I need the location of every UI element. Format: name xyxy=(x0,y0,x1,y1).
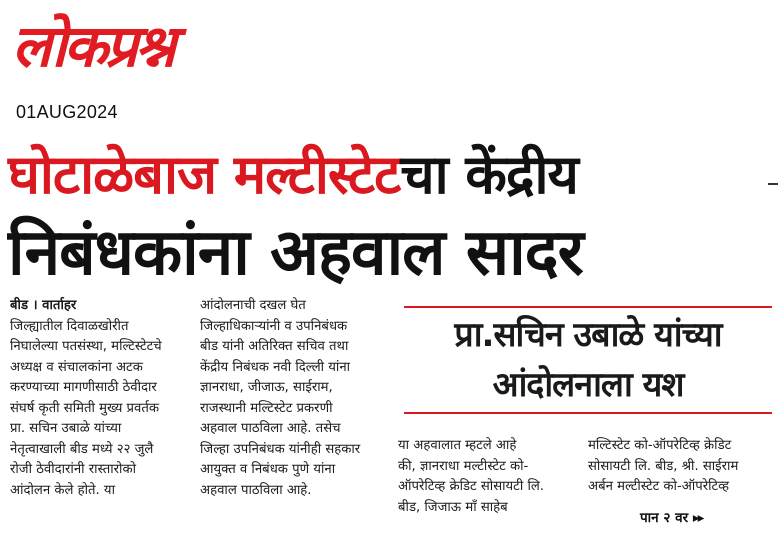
text-line: अध्यक्ष व संचालकांना अटक xyxy=(10,359,143,375)
text-line: ज्ञानराधा, जीजाऊ, साईराम, xyxy=(200,380,333,395)
text-line: या अहवालात म्हटले आहे xyxy=(398,438,517,453)
double-arrow-icon: ▸▸ xyxy=(692,510,703,526)
text-line: मल्टिस्टेट को-ऑपरेटिव्ह क्रेडिट xyxy=(588,438,732,453)
newspaper-masthead-logo: लोकप्रश्न xyxy=(12,12,173,80)
text-line: बीड, जिजाऊ माँ साहेब xyxy=(398,499,508,515)
article-byline: बीड । वार्ताहर xyxy=(10,298,77,313)
column-tick-mark xyxy=(768,183,778,185)
text-line: जिल्हाधिकाऱ्यांनी व उपनिबंधक xyxy=(200,318,348,334)
subheadline-bottom-rule xyxy=(404,412,772,414)
text-line: अहवाल पाठविला आहे. xyxy=(200,482,312,498)
subheadline-line-2: आंदोलनाला यश xyxy=(492,365,684,405)
headline-black-part: चा केंद्रीय xyxy=(400,143,578,206)
text-line: रोजी ठेवीदारांनी रास्तारोको xyxy=(10,462,136,477)
headline-red-part: घोटाळेबाज मल्टीस्टेट xyxy=(8,143,401,206)
headline-line-2: निबंधकांना अहवाल सादर xyxy=(8,216,583,290)
text-line: ऑपरेटिव्ह क्रेडिट सोसायटी लि. xyxy=(398,479,544,494)
text-line: अर्बन मल्टीस्टेट को-ऑपरेटिव्ह xyxy=(588,479,729,494)
continued-label: पान २ वर xyxy=(640,510,689,526)
article-column-1 xyxy=(10,296,190,501)
text-line: आयुक्त व निबंधक पुणे यांना xyxy=(200,462,336,477)
text-line: राजस्थानी मल्टिस्टेट प्रकरणी xyxy=(200,400,333,416)
article-column-4 xyxy=(588,436,774,498)
text-line: निघालेल्या पतसंस्था, मल्टिस्टेटचे xyxy=(10,339,162,354)
text-line: केंद्रीय निबंधक नवी दिल्ली यांना xyxy=(200,359,351,375)
subheadline-line-1: प्रा.सचिन उबाळे यांच्या xyxy=(454,315,722,355)
continued-on-page-link[interactable] xyxy=(640,508,702,526)
headline-line-1 xyxy=(8,140,578,210)
text-line: अहवाल पाठविला आहे. तसेच xyxy=(200,421,341,436)
text-line: करण्याच्या मागणीसाठी ठेवीदार xyxy=(10,380,157,395)
article-column-2 xyxy=(200,296,392,501)
text-line: संघर्ष कृती समिती मुख्य प्रवर्तक xyxy=(10,400,160,416)
article-column-3 xyxy=(398,436,574,518)
text-line: आंदोलन केले होते. या xyxy=(10,482,115,498)
text-line: की, ज्ञानराधा मल्टीस्टेट को- xyxy=(398,458,529,474)
text-line: सोसायटी लि. बीड, श्री. साईराम xyxy=(588,458,739,474)
issue-date: 01AUG2024 xyxy=(16,102,118,122)
text-line: प्रा. सचिन उबाळे यांच्या xyxy=(10,421,122,436)
text-line: जिल्हा उपनिबंधक यांनीही सहकार xyxy=(200,441,361,457)
subheadline-top-rule xyxy=(404,306,772,308)
text-line: नेतृत्वाखाली बीड मध्ये २२ जुलै xyxy=(10,441,154,457)
text-line: बीड यांनी अतिरिक्त सचिव तथा xyxy=(200,339,349,354)
text-line: जिल्ह्यातील दिवाळखोरीत xyxy=(10,318,129,334)
text-line: आंदोलनाची दखल घेत xyxy=(200,298,306,313)
